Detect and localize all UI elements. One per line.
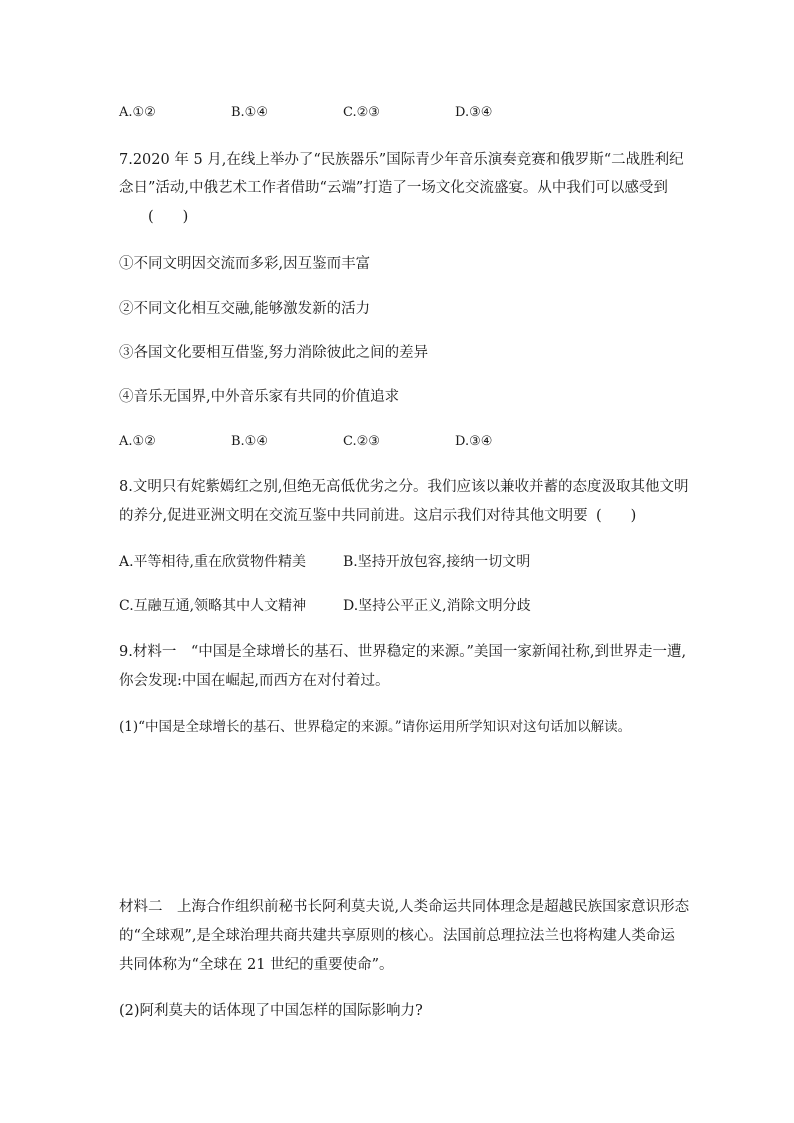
q8-answer-paren: ( ) [596, 508, 637, 524]
q7-answer-paren: ( ) [148, 209, 189, 225]
q8-option-c: C.互融互通,领略其中人文精神 [119, 598, 307, 614]
q9-material-1-line-1: 9.材料一 “中国是全球增长的基石、世界稳定的来源。”美国一家新闻社称,到世界走一遭, [119, 644, 687, 660]
q8-option-a: A.平等相待,重在欣赏物件精美 [119, 554, 307, 570]
q8-option-d: D.坚持公平正义,消除文明分歧 [343, 598, 531, 614]
q7-statement-1: ①不同文明因交流而多彩,因互鉴而丰富 [119, 256, 371, 272]
q6-option-a: A.①② [119, 105, 156, 120]
q6-option-b: B.①④ [231, 105, 268, 120]
q9-question-1: (1)“中国是全球增长的基石、世界稳定的来源。”请你运用所学知识对这句话加以解读。 [119, 719, 632, 735]
q7-option-d: D.③④ [455, 434, 493, 449]
q9-material-2-line-3: 共同体称为“全球在 21 世纪的重要使命”。 [119, 957, 394, 973]
q7-stem-line-2: 念日”活动,中俄艺术工作者借助“云端”打造了一场文化交流盛宴。从中我们可以感受到 [119, 180, 668, 196]
q7-option-a: A.①② [119, 434, 156, 449]
q7-statement-3: ③各国文化要相互借鉴,努力消除彼此之间的差异 [119, 345, 429, 361]
q8-option-b: B.坚持开放包容,接纳一切文明 [343, 554, 531, 570]
q7-stem-line-1: 7.2020 年 5 月,在线上举办了“民族器乐”国际青少年音乐演奏竞赛和俄罗斯“二战胜利纪 [119, 152, 684, 168]
q6-option-d: D.③④ [455, 105, 493, 120]
q9-answer-space-1 [119, 745, 679, 885]
q9-material-2-line-1: 材料二 上海合作组织前秘书长阿利莫夫说,人类命运共同体理念是超越民族国家意识形态 [119, 899, 690, 915]
q7-option-b: B.①④ [231, 434, 268, 449]
q8-stem-line-2: 的养分,促进亚洲文明在交流互鉴中共同前进。这启示我们对待其他文明要 [119, 508, 588, 524]
q7-option-c: C.②③ [343, 434, 380, 449]
q9-material-1-line-2: 你会发现:中国在崛起,而西方在对付着过。 [119, 673, 390, 689]
q9-question-2: (2)阿利莫夫的话体现了中国怎样的国际影响力? [119, 1003, 423, 1019]
q8-stem-line-1: 8.文明只有姹紫嫣红之别,但绝无高低优劣之分。我们应该以兼收并蓄的态度汲取其他文明 [119, 479, 689, 495]
q6-option-c: C.②③ [343, 105, 380, 120]
q7-statement-4: ④音乐无国界,中外音乐家有共同的价值追求 [119, 389, 400, 405]
q9-material-2-line-2: 的“全球观”,是全球治理共商共建共享原则的核心。法国前总理拉法兰也将构建人类命运 [119, 928, 675, 944]
q7-statement-2: ②不同文化相互交融,能够激发新的活力 [119, 301, 371, 317]
